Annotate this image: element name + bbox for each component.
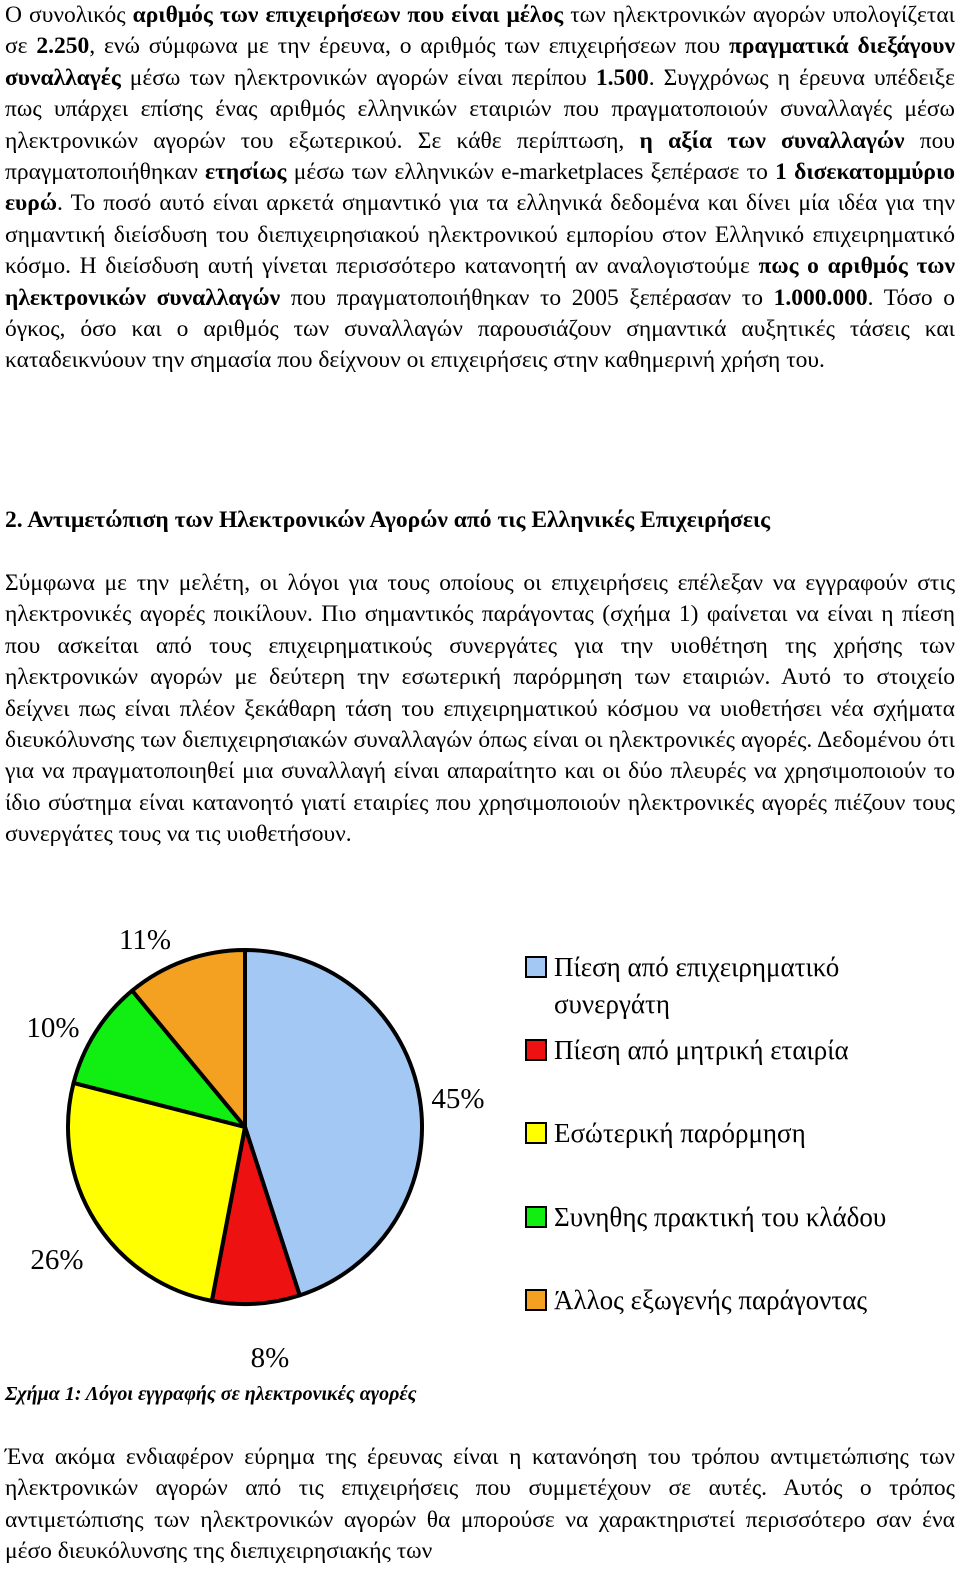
legend-label: Εσώτερική παρόρμηση [554, 1118, 806, 1148]
bold-text: αριθμός των επιχειρήσεων που είναι μέλος [132, 2, 564, 28]
bold-text: ετησίως [205, 159, 287, 186]
slice-label: 26% [30, 1244, 84, 1276]
slice-label: 45% [431, 1083, 485, 1115]
legend-label: Πίεση από μητρική εταιρία [554, 1035, 849, 1065]
bold-text: πως ο αριθμός των ηλεκτρονικών συναλλαγών [5, 253, 955, 311]
figure-caption: Σχήμα 1: Λόγοι εγγραφής σε ηλεκτρονικές αγορές [5, 1383, 417, 1405]
text: . Τόσο ο όγκος, όσο και ο αριθμός των συναλλαγών παρουσιάζουν σημαντικά αυξητικές τάσεις και καταδεικνύουν την σημασία που δείχνουν οι επιχειρήσεις στην καθημερινή χρήση του. [5, 284, 955, 374]
bold-text: 1.000.000 [773, 284, 868, 311]
bold-text: πραγματικά διεξάγουν συναλλαγές [5, 33, 955, 91]
legend-label: Συνηθης πρακτική του κλάδου [554, 1202, 887, 1232]
slice-label: 8% [250, 1342, 290, 1374]
legend-label: Άλλος εξωγενής παράγοντας [554, 1285, 868, 1315]
bold-text: 2.250 [36, 33, 90, 60]
paragraph-finding: Ένα ακόμα ενδιαφέρον εύρημα της έρευνας είναι η κατανόηση του τρόπου αντιμετώπισης των ηλεκτρονικών αγορών από τις επιχειρήσεις που συμμετέχουν σε αυτές. Αυτός ο τρόπος αντιμετώπισης των ηλεκτρονικών αγορών θα μπορούσε να χαρακτηριστεί περισσότερο σαν ένα μέσο διευκόλυνσης της διεπιχειρησιακής των [5, 1444, 955, 1565]
text: που πραγματοποιήθηκαν [5, 127, 955, 186]
legend-swatch [526, 1207, 546, 1227]
text: που πραγματοποιήθηκαν το 2005 ξεπέρασαν το [280, 284, 774, 311]
text: . Το ποσό αυτό είναι αρκετά σημαντικό για τα ελληνικά δεδομένα και δίνει μία ιδέα για την σημαντική διείσδυση του διεπιχειρησιακού ηλεκτρονικού εμπορίου στον Ελληνικό επιχειρηματικό κόσμο. Η διείσδυση αυτή γίνεται περισσότερο κατανοητή αν αναλογιστούμε [5, 190, 955, 280]
bold-text: 1 δισεκατομμύριο ευρώ [5, 159, 955, 217]
text: Ο συνολικός [5, 2, 133, 28]
slice-label: 10% [26, 1012, 80, 1044]
legend-swatch [526, 1290, 546, 1310]
paragraph-market-stats [5, 0, 955, 377]
text: μέσω των ελληνικών e-marketplaces ξεπέρασε το [286, 159, 776, 186]
slice-label: 11% [118, 924, 172, 956]
pie-chart [0, 910, 960, 1380]
paragraph-reasons: Σύμφωνα με την μελέτη, οι λόγοι για τους οποίους οι επιχειρήσεις επέλεξαν να εγγραφούν στις ηλεκτρονικές αγορές ποικίλουν. Πιο σημαντικός παράγοντας (σχήμα 1) φαίνεται να είναι η πίεση που ασκείται από τους επιχειρηματικούς συνεργάτες για την υιοθέτηση της χρήσης των ηλεκτρονικών αγορών με δεύτερη την εσωτερική παρόρμηση των εταιριών. Αυτό το στοιχείο δείχνει πως είναι πλέον ξεκάθαρη τάση του επιχειρηματικού κόσμου να υιοθετήσει νέα σχήματα διευκόλυνσης των διεπιχειρησιακών συναλλαγών όπως είναι οι ηλεκτρονικές αγορές. Δεδομένου ότι για να πραγματοποιηθεί μια συναλλαγή είναι απαραίτητο και οι δύο πλευρές να χρησιμοποιούν το ίδιο σύστημα είναι κατανοητό γιατί εταιρίες που χρησιμοποιούν ηλεκτρονικές αγορές πιέζουν τους συνεργάτες τους να τις υιοθετήσουν. [5, 570, 955, 848]
legend-swatch [526, 957, 546, 977]
bold-text: η αξία των συναλλαγών [639, 127, 905, 154]
text: . Συγχρόνως η έρευνα υπέδειξε πως υπάρχει επίσης ένας αριθμός ελληνικών εταιριών που πραγματοποιούν συναλλαγές μέσω ηλεκτρονικών αγορών του εξωτερικού. Σε κάθε περίπτωση, [5, 64, 955, 154]
bold-text: 1.500 [595, 64, 649, 91]
text: μέσω των ηλεκτρονικών αγορών είναι περίπου [120, 64, 596, 91]
legend-label: συνεργάτη [554, 989, 670, 1019]
text: των ηλεκτρονικών αγορών υπολογίζεται σε [5, 2, 955, 60]
legend-swatch [526, 1040, 546, 1060]
legend-swatch [526, 1123, 546, 1143]
legend-label: Πίεση από επιχειρηματικό [554, 952, 840, 982]
text: , ενώ σύμφωνα με την έρευνα, ο αριθμός των επιχειρήσεων που [89, 33, 730, 60]
section-heading: 2. Αντιμετώπιση των Ηλεκτρονικών Αγορών από τις Ελληνικές Επιχειρήσεις [5, 507, 771, 533]
